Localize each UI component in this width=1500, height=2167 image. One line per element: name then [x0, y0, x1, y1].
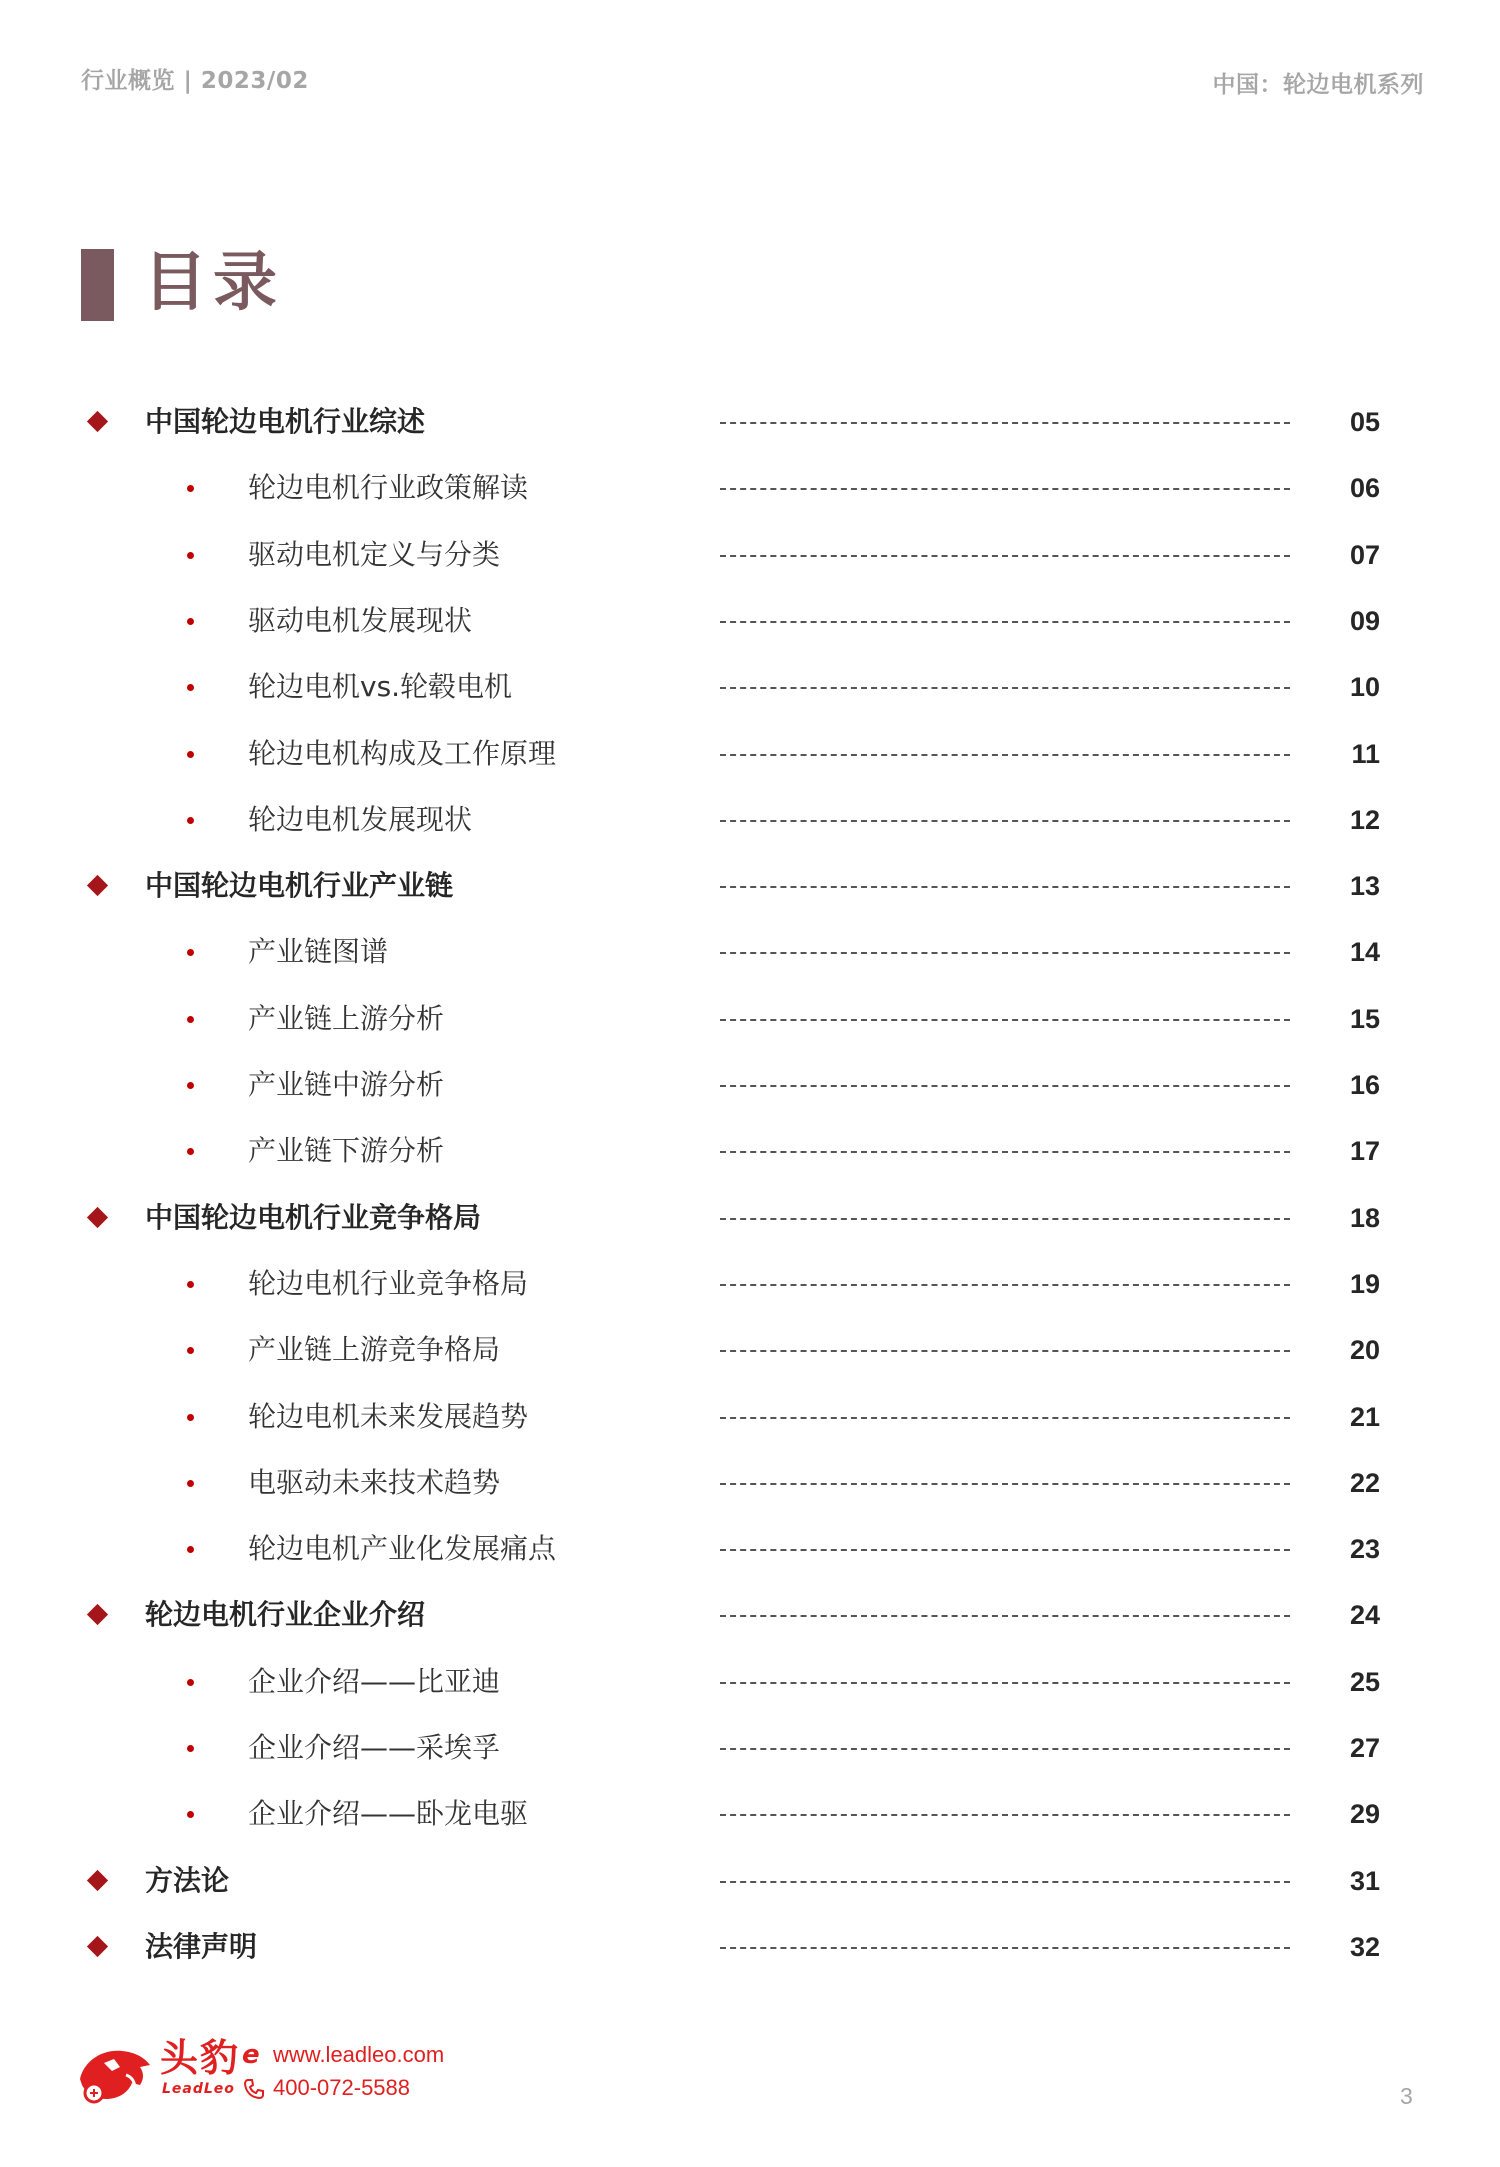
page-title: 目录	[143, 246, 283, 320]
toc-page-number: 24	[1349, 1600, 1380, 1630]
toc-page-number: 29	[1349, 1799, 1380, 1829]
toc-subsection[interactable]	[0, 1264, 1500, 1304]
dotted-leader	[720, 1682, 1290, 1684]
toc-label: 轮边电机行业竞争格局	[248, 1267, 529, 1300]
footer-logo	[74, 2035, 474, 2115]
toc-label: 法律声明	[145, 1930, 258, 1963]
toc-page-number: 15	[1349, 1004, 1380, 1034]
toc-page-number: 14	[1349, 937, 1380, 967]
dotted-leader	[720, 1019, 1290, 1021]
dot-bullet-icon	[187, 949, 194, 956]
dotted-leader	[720, 555, 1290, 557]
toc-subsection[interactable]	[0, 535, 1500, 575]
dot-bullet-icon	[187, 1414, 194, 1421]
toc-page-number: 22	[1349, 1468, 1380, 1498]
toc-subsection[interactable]	[0, 1397, 1500, 1437]
dot-bullet-icon	[187, 552, 194, 559]
title-accent-bar	[81, 249, 114, 321]
brand-name-en: LeadLeo	[162, 2081, 235, 2097]
dotted-leader	[720, 422, 1290, 424]
toc-subsection[interactable]	[0, 1131, 1500, 1171]
toc-section[interactable]	[0, 1927, 1500, 1967]
header-series-title: 中国：轮边电机系列	[1212, 72, 1424, 98]
toc-page-number: 19	[1349, 1269, 1380, 1299]
toc-subsection[interactable]	[0, 734, 1500, 774]
toc-label: 企业介绍——采埃孚	[248, 1731, 501, 1764]
web-e-icon: e	[242, 2040, 260, 2070]
dotted-leader	[720, 1748, 1290, 1750]
dot-bullet-icon	[187, 817, 194, 824]
toc-subsection[interactable]	[0, 1728, 1500, 1768]
toc-label: 产业链上游分析	[248, 1002, 445, 1035]
toc-page-number: 32	[1349, 1932, 1380, 1962]
toc-subsection[interactable]	[0, 999, 1500, 1039]
dotted-leader	[720, 1218, 1290, 1220]
dotted-leader	[720, 1483, 1290, 1485]
toc-page-number: 17	[1349, 1136, 1380, 1166]
dotted-leader	[720, 1615, 1290, 1617]
diamond-bullet-icon	[87, 875, 108, 896]
dotted-leader	[720, 1350, 1290, 1352]
toc-subsection[interactable]	[0, 1065, 1500, 1105]
dot-bullet-icon	[187, 1679, 194, 1686]
page-number: 3	[1400, 2083, 1413, 2109]
toc-page-number: 18	[1349, 1203, 1380, 1233]
toc-label: 电驱动未来技术趋势	[248, 1466, 501, 1499]
header-report-type: 行业概览 | 2023/02	[81, 68, 309, 94]
diamond-bullet-icon	[87, 1870, 108, 1891]
toc-label: 驱动电机定义与分类	[248, 538, 501, 571]
dotted-leader	[720, 820, 1290, 822]
toc-page-number: 21	[1349, 1402, 1380, 1432]
dotted-leader	[720, 1417, 1290, 1419]
toc-page-number: 20	[1349, 1335, 1380, 1365]
dot-bullet-icon	[187, 1281, 194, 1288]
dotted-leader	[720, 621, 1290, 623]
toc-page-number: 11	[1351, 739, 1380, 769]
toc-page-number: 05	[1349, 407, 1380, 437]
dotted-leader	[720, 1284, 1290, 1286]
toc-label: 产业链图谱	[248, 935, 389, 968]
toc-label: 中国轮边电机行业综述	[145, 405, 426, 438]
dot-bullet-icon	[187, 1480, 194, 1487]
toc-label: 轮边电机vs.轮毂电机	[248, 670, 513, 703]
toc-subsection[interactable]	[0, 601, 1500, 641]
toc-subsection[interactable]	[0, 667, 1500, 707]
diamond-bullet-icon	[87, 411, 108, 432]
toc-label: 轮边电机产业化发展痛点	[248, 1532, 557, 1565]
dot-bullet-icon	[187, 485, 194, 492]
toc-label: 轮边电机行业政策解读	[248, 471, 529, 504]
toc-section[interactable]	[0, 1595, 1500, 1635]
dotted-leader	[720, 1814, 1290, 1816]
toc-page-number: 07	[1349, 540, 1380, 570]
toc-subsection[interactable]	[0, 1330, 1500, 1370]
toc-label: 中国轮边电机行业产业链	[145, 869, 454, 902]
toc-page-number: 25	[1349, 1667, 1380, 1697]
toc-label: 中国轮边电机行业竞争格局	[145, 1201, 482, 1234]
toc-label: 产业链上游竞争格局	[248, 1333, 501, 1366]
toc-label: 企业介绍——卧龙电驱	[248, 1797, 529, 1830]
dotted-leader	[720, 886, 1290, 888]
phone-number[interactable]: 400-072-5588	[273, 2075, 411, 2100]
dot-bullet-icon	[187, 1082, 194, 1089]
diamond-bullet-icon	[87, 1604, 108, 1625]
toc-subsection[interactable]	[0, 1529, 1500, 1569]
toc-subsection[interactable]	[0, 1794, 1500, 1834]
toc-page-number: 31	[1349, 1866, 1380, 1896]
toc-label: 轮边电机行业企业介绍	[145, 1598, 426, 1631]
dot-bullet-icon	[187, 1811, 194, 1818]
toc-subsection[interactable]	[0, 468, 1500, 508]
brand-name-cn: 头豹	[160, 2036, 241, 2080]
diamond-bullet-icon	[87, 1936, 108, 1957]
toc-page-number: 16	[1349, 1070, 1380, 1100]
toc-subsection[interactable]	[0, 1463, 1500, 1503]
toc-page-number: 06	[1349, 473, 1380, 503]
dot-bullet-icon	[187, 1347, 194, 1354]
dot-bullet-icon	[187, 1148, 194, 1155]
toc-section[interactable]	[0, 1861, 1500, 1901]
dot-bullet-icon	[187, 1745, 194, 1752]
dotted-leader	[720, 687, 1290, 689]
dot-bullet-icon	[187, 684, 194, 691]
dotted-leader	[720, 754, 1290, 756]
dotted-leader	[720, 488, 1290, 490]
toc-subsection[interactable]	[0, 1662, 1500, 1702]
toc-page-number: 23	[1349, 1534, 1380, 1564]
toc-section[interactable]	[0, 402, 1500, 442]
toc-page-number: 27	[1349, 1733, 1380, 1763]
dotted-leader	[720, 1151, 1290, 1153]
toc-subsection[interactable]	[0, 932, 1500, 972]
toc-label: 产业链下游分析	[248, 1134, 445, 1167]
dotted-leader	[720, 1085, 1290, 1087]
leopard-logo-icon	[74, 2039, 154, 2107]
dotted-leader	[720, 1549, 1290, 1551]
toc-label: 驱动电机发展现状	[248, 604, 473, 637]
toc-page-number: 13	[1349, 871, 1380, 901]
dot-bullet-icon	[187, 1016, 194, 1023]
toc-page-number: 10	[1349, 672, 1380, 702]
toc-label: 轮边电机发展现状	[248, 803, 473, 836]
phone-icon	[242, 2077, 266, 2101]
dotted-leader	[720, 1881, 1290, 1883]
dotted-leader	[720, 1947, 1290, 1949]
toc-section[interactable]	[0, 866, 1500, 906]
toc-label: 产业链中游分析	[248, 1068, 445, 1101]
toc-section[interactable]	[0, 1198, 1500, 1238]
diamond-bullet-icon	[87, 1207, 108, 1228]
toc-label: 方法论	[145, 1864, 230, 1897]
website-link[interactable]: www.leadleo.com	[273, 2042, 445, 2067]
dot-bullet-icon	[187, 751, 194, 758]
toc-label: 轮边电机未来发展趋势	[248, 1400, 529, 1433]
toc-label: 轮边电机构成及工作原理	[248, 737, 557, 770]
dot-bullet-icon	[187, 618, 194, 625]
toc-page-number: 09	[1349, 606, 1380, 636]
toc-label: 企业介绍——比亚迪	[248, 1665, 501, 1698]
dotted-leader	[720, 952, 1290, 954]
toc-page-number: 12	[1349, 805, 1380, 835]
toc-subsection[interactable]	[0, 800, 1500, 840]
dot-bullet-icon	[187, 1546, 194, 1553]
